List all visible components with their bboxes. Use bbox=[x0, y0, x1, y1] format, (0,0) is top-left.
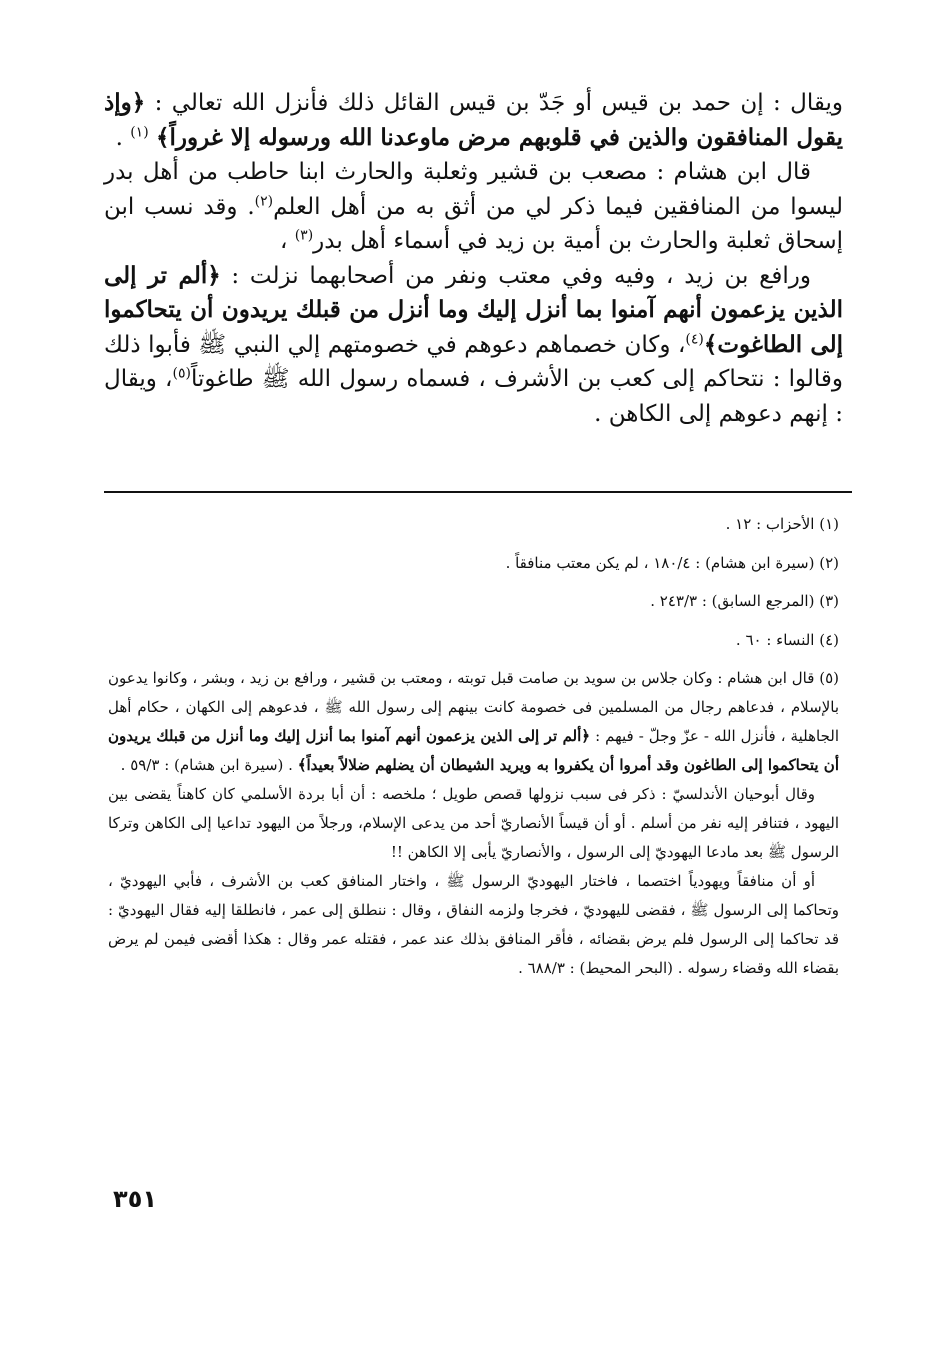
paragraph-1 bbox=[104, 86, 843, 155]
footnote-alternative-story: أو أن منافقاً ويهودياً اختصما ، فاختار اليهوديّ الرسول ﷺ ، واختار المنافق كعب بن الأشرف ، فأبي اليهوديّ ، وتحاكما إلى الرسول ﷺ ، فقضى لليهوديّ ، فخرجا ولزمه النفاق ، وقال : ننطلق إلى عمر ، فانطلقا إليه فقال اليهوديّ : قد تحاكما إلى الرسول فلم يرض بقضائه ، فأقر المنافق بذلك عند عمر ، فقتله عمر وقال : هكذا أقضى فيمن لم يرض بقضاء الله وقضاء رسوله . (البحر المحيط) : ٦٨٨/٣ . bbox=[108, 872, 839, 977]
paragraph-2-part-b: . وقد نسب ابن إسحاق ثعلبة والحارث بن أمية بن زيد في أسماء أهل بدر bbox=[104, 193, 843, 254]
footnote-ref-4: (٤) bbox=[685, 330, 704, 347]
footnote-ref-1: (١) bbox=[130, 123, 149, 140]
paragraph-1-intro: ويقال : إن حمد بن قيس أو جَدّ بن قيس القائل ذلك فأنزل الله تعالي : bbox=[154, 90, 844, 116]
footnote-5-part-b: . (سيرة ابن هشام) : ٥٩/٣ . bbox=[120, 756, 298, 774]
paragraph-2-part-c: ، bbox=[279, 228, 295, 254]
paragraph-3-part-c: ، ويقال : إنهم دعوهم إلى الكاهن . bbox=[104, 366, 843, 427]
footnote-2: (٢) (سيرة ابن هشام) : ١٨٠/٤ ، لم يكن معتب منافقاً . bbox=[505, 553, 839, 572]
footnote-ref-2: (٢) bbox=[254, 192, 274, 209]
footnote-3: (٣) (المرجع السابق) : ٢٤٣/٣ . bbox=[650, 592, 839, 610]
footnote-ref-3: (٣) bbox=[294, 227, 314, 244]
footnote-5-quote: ﴿ألم تر إلى الذين يزعمون أنهم آمنوا بما أنزل إليك وما أنزل من قبلك يريدون أن يتحاكموا إلى الطاغون وقد أمروا أن يكفروا به ويريد الشيطان أن يضلهم ضلالاً بعيداً﴾ bbox=[108, 727, 839, 774]
footnote-1: (١) الأحزاب : ١٢ . bbox=[725, 515, 839, 533]
paragraph-1-end: . bbox=[115, 124, 131, 151]
footnote-divider bbox=[104, 491, 852, 493]
paragraph-3-part-a: ورافع بن زيد ، وفيه وفي معتب ونفر من أصحابهما نزلت : bbox=[220, 262, 812, 289]
footnote-4: (٤) النساء : ٦٠ . bbox=[735, 630, 839, 649]
quran-quote-1: ﴿وإذ يقول المنافقون والذين في قلوبهم مرض ماوعدنا الله ورسوله إلا غروراً﴾ bbox=[104, 89, 843, 151]
paragraph-2-part-a: قال ابن هشام : مصعب بن قشير وثعلبة والحارث ابنا حاطب من أهل بدر ليسوا من المنافقين فيما ذكر لي من أثق به من أهل العلم bbox=[104, 159, 843, 220]
footnote-abu-hayyan: وقال أبوحيان الأندلسيّ : ذكر فى سبب نزولها قصص طويل ؛ ملخصه : أن أبا بردة الأسلمي كان كاهناً يقضى بين اليهود ، فتنافر إليه نفر من أسلم . أو أن قيساً الأنصاريّ أحد من يدعى الإسلام، ورجلاً من اليهود تداعيا إلى الكاهن وتركا الرسول ﷺ بعد مادعا اليهوديّ إلى الرسول ، والأنصاريّ يأبى إلا الكاهن !! bbox=[108, 785, 839, 861]
footnotes bbox=[108, 510, 839, 983]
main-text bbox=[104, 86, 843, 431]
footnote-5 bbox=[108, 664, 839, 780]
paragraph-2 bbox=[104, 155, 843, 259]
footnote-ref-5: (٥) bbox=[172, 365, 191, 382]
footnote-5-part-a: (٥) قال ابن هشام : وكان جلاس بن سويد بن صامت قبل توبته ، ومعتب بن قشير ، ورافع بن زيد ، وبشر ، وكانوا يدعون بالإسلام ، فدعاهم رجال من المسلمين فى خصومة كانت بينهم إلى رسول الله ﷺ ، فدعوهم إلى الكهان ، حكام أهل الجاهلية ، فأنزل الله - عزّ وجلّ - فيهم : bbox=[108, 669, 839, 745]
quran-quote-2: ﴿ألم تر إلى الذين يزعمون أنهم آمنوا بما أنزل إليك وما أنزل من قبلك يريدون أن يتحاكموا إلى الطاغوت﴾ bbox=[104, 261, 844, 358]
paragraph-3 bbox=[104, 259, 843, 432]
page-number: ٣٥١ bbox=[113, 1185, 157, 1213]
paragraph-3-part-b: ، وكان خصماهم دعوهم في خصومتهم إلي النبي ﷺ فأبوا ذلك وقالوا : نتحاكم إلى كعب بن الأشرف ، فسماه رسول الله ﷺ طاغوتاً bbox=[104, 331, 844, 392]
